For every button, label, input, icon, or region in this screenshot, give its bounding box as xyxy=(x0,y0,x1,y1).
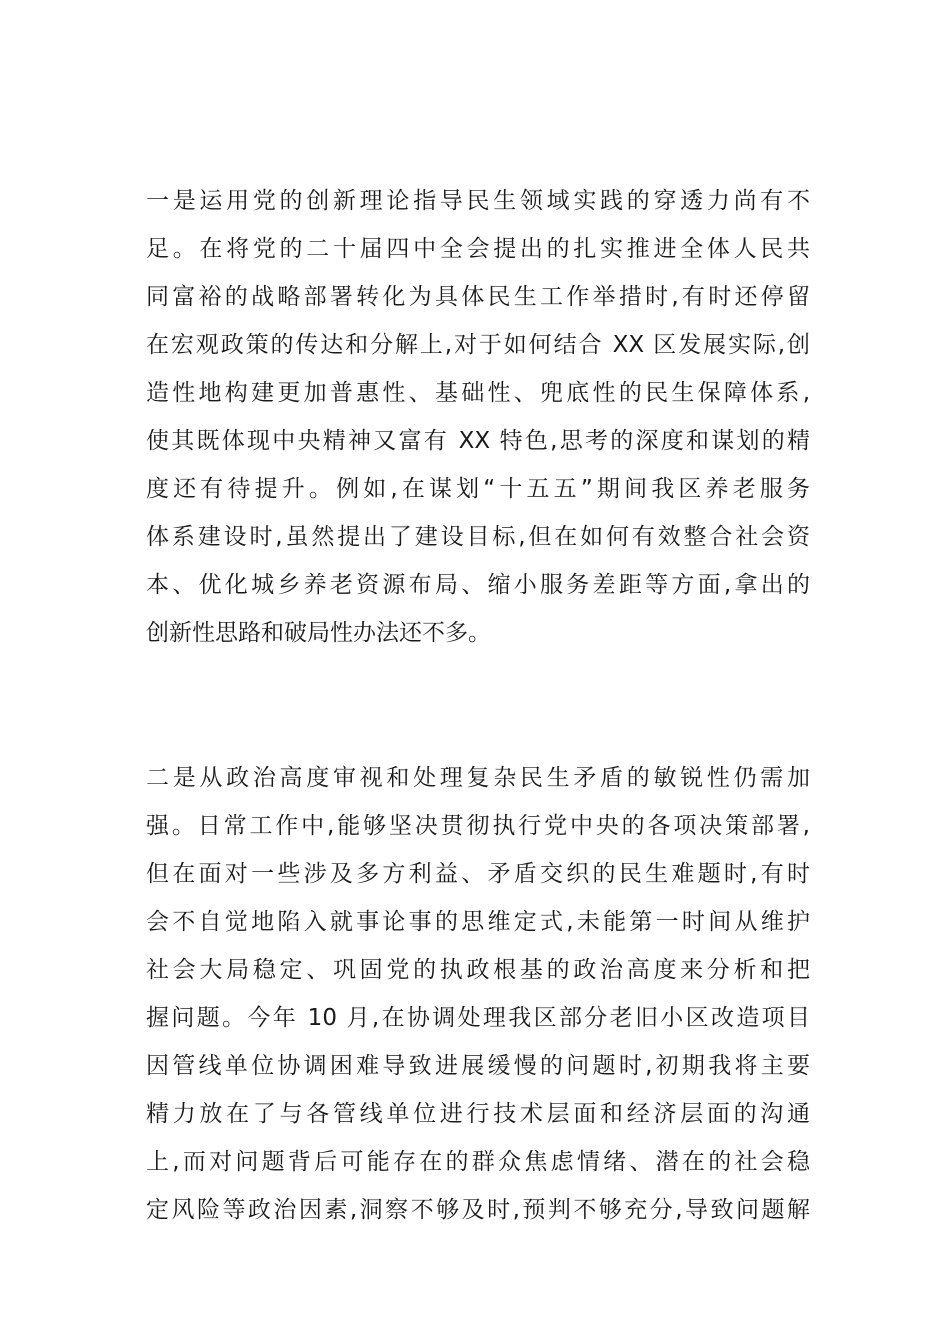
text-line: 但在面对一些涉及多方利益、矛盾交织的民生难题时,有时 xyxy=(146,861,810,887)
paragraph-1 xyxy=(146,177,810,657)
text-line: 强。日常工作中,能够坚决贯彻执行党中央的各项决策部署, xyxy=(146,813,810,839)
text-line: 定风险等政治因素,洞察不够及时,预判不够充分,导致问题解 xyxy=(146,1197,810,1223)
text-line: 一是运用党的创新理论指导民生领域实践的穿透力尚有不 xyxy=(146,188,810,214)
text-line: 本、优化城乡养老资源布局、缩小服务差距等方面,拿出的 xyxy=(146,572,810,598)
text-line: 同富裕的战略部署转化为具体民生工作举措时,有时还停留 xyxy=(146,284,810,310)
text-line: 会不自觉地陷入就事论事的思维定式,未能第一时间从维护 xyxy=(146,909,810,935)
text-line: 度还有待提升。例如,在谋划“十五五”期间我区养老服务 xyxy=(146,476,810,502)
text-line: 精力放在了与各管线单位进行技术层面和经济层面的沟通 xyxy=(146,1101,810,1127)
paragraph-spacer xyxy=(146,657,810,754)
text-line: 因管线单位协调困难导致进展缓慢的问题时,初期我将主要 xyxy=(146,1053,810,1079)
text-line: 二是从政治高度审视和处理复杂民生矛盾的敏锐性仍需加 xyxy=(146,765,810,791)
paragraph-2 xyxy=(146,754,810,1234)
text-line: 使其既体现中央精神又富有 XX 特色,思考的深度和谋划的精 xyxy=(146,428,810,454)
text-line: 体系建设时,虽然提出了建设目标,但在如何有效整合社会资 xyxy=(146,524,810,550)
document-page xyxy=(146,177,810,1234)
text-line: 创新性思路和破局性办法还不多。 xyxy=(146,620,491,646)
text-line: 握问题。今年 10 月,在协调处理我区部分老旧小区改造项目 xyxy=(146,1005,810,1031)
text-line: 足。在将党的二十届四中全会提出的扎实推进全体人民共 xyxy=(146,236,810,262)
text-line: 造性地构建更加普惠性、基础性、兜底性的民生保障体系, xyxy=(146,380,810,406)
text-line: 社会大局稳定、巩固党的执政根基的政治高度来分析和把 xyxy=(146,957,810,983)
text-line: 上,而对问题背后可能存在的群众焦虑情绪、潜在的社会稳 xyxy=(146,1149,810,1175)
text-line: 在宏观政策的传达和分解上,对于如何结合 XX 区发展实际,创 xyxy=(146,332,810,358)
